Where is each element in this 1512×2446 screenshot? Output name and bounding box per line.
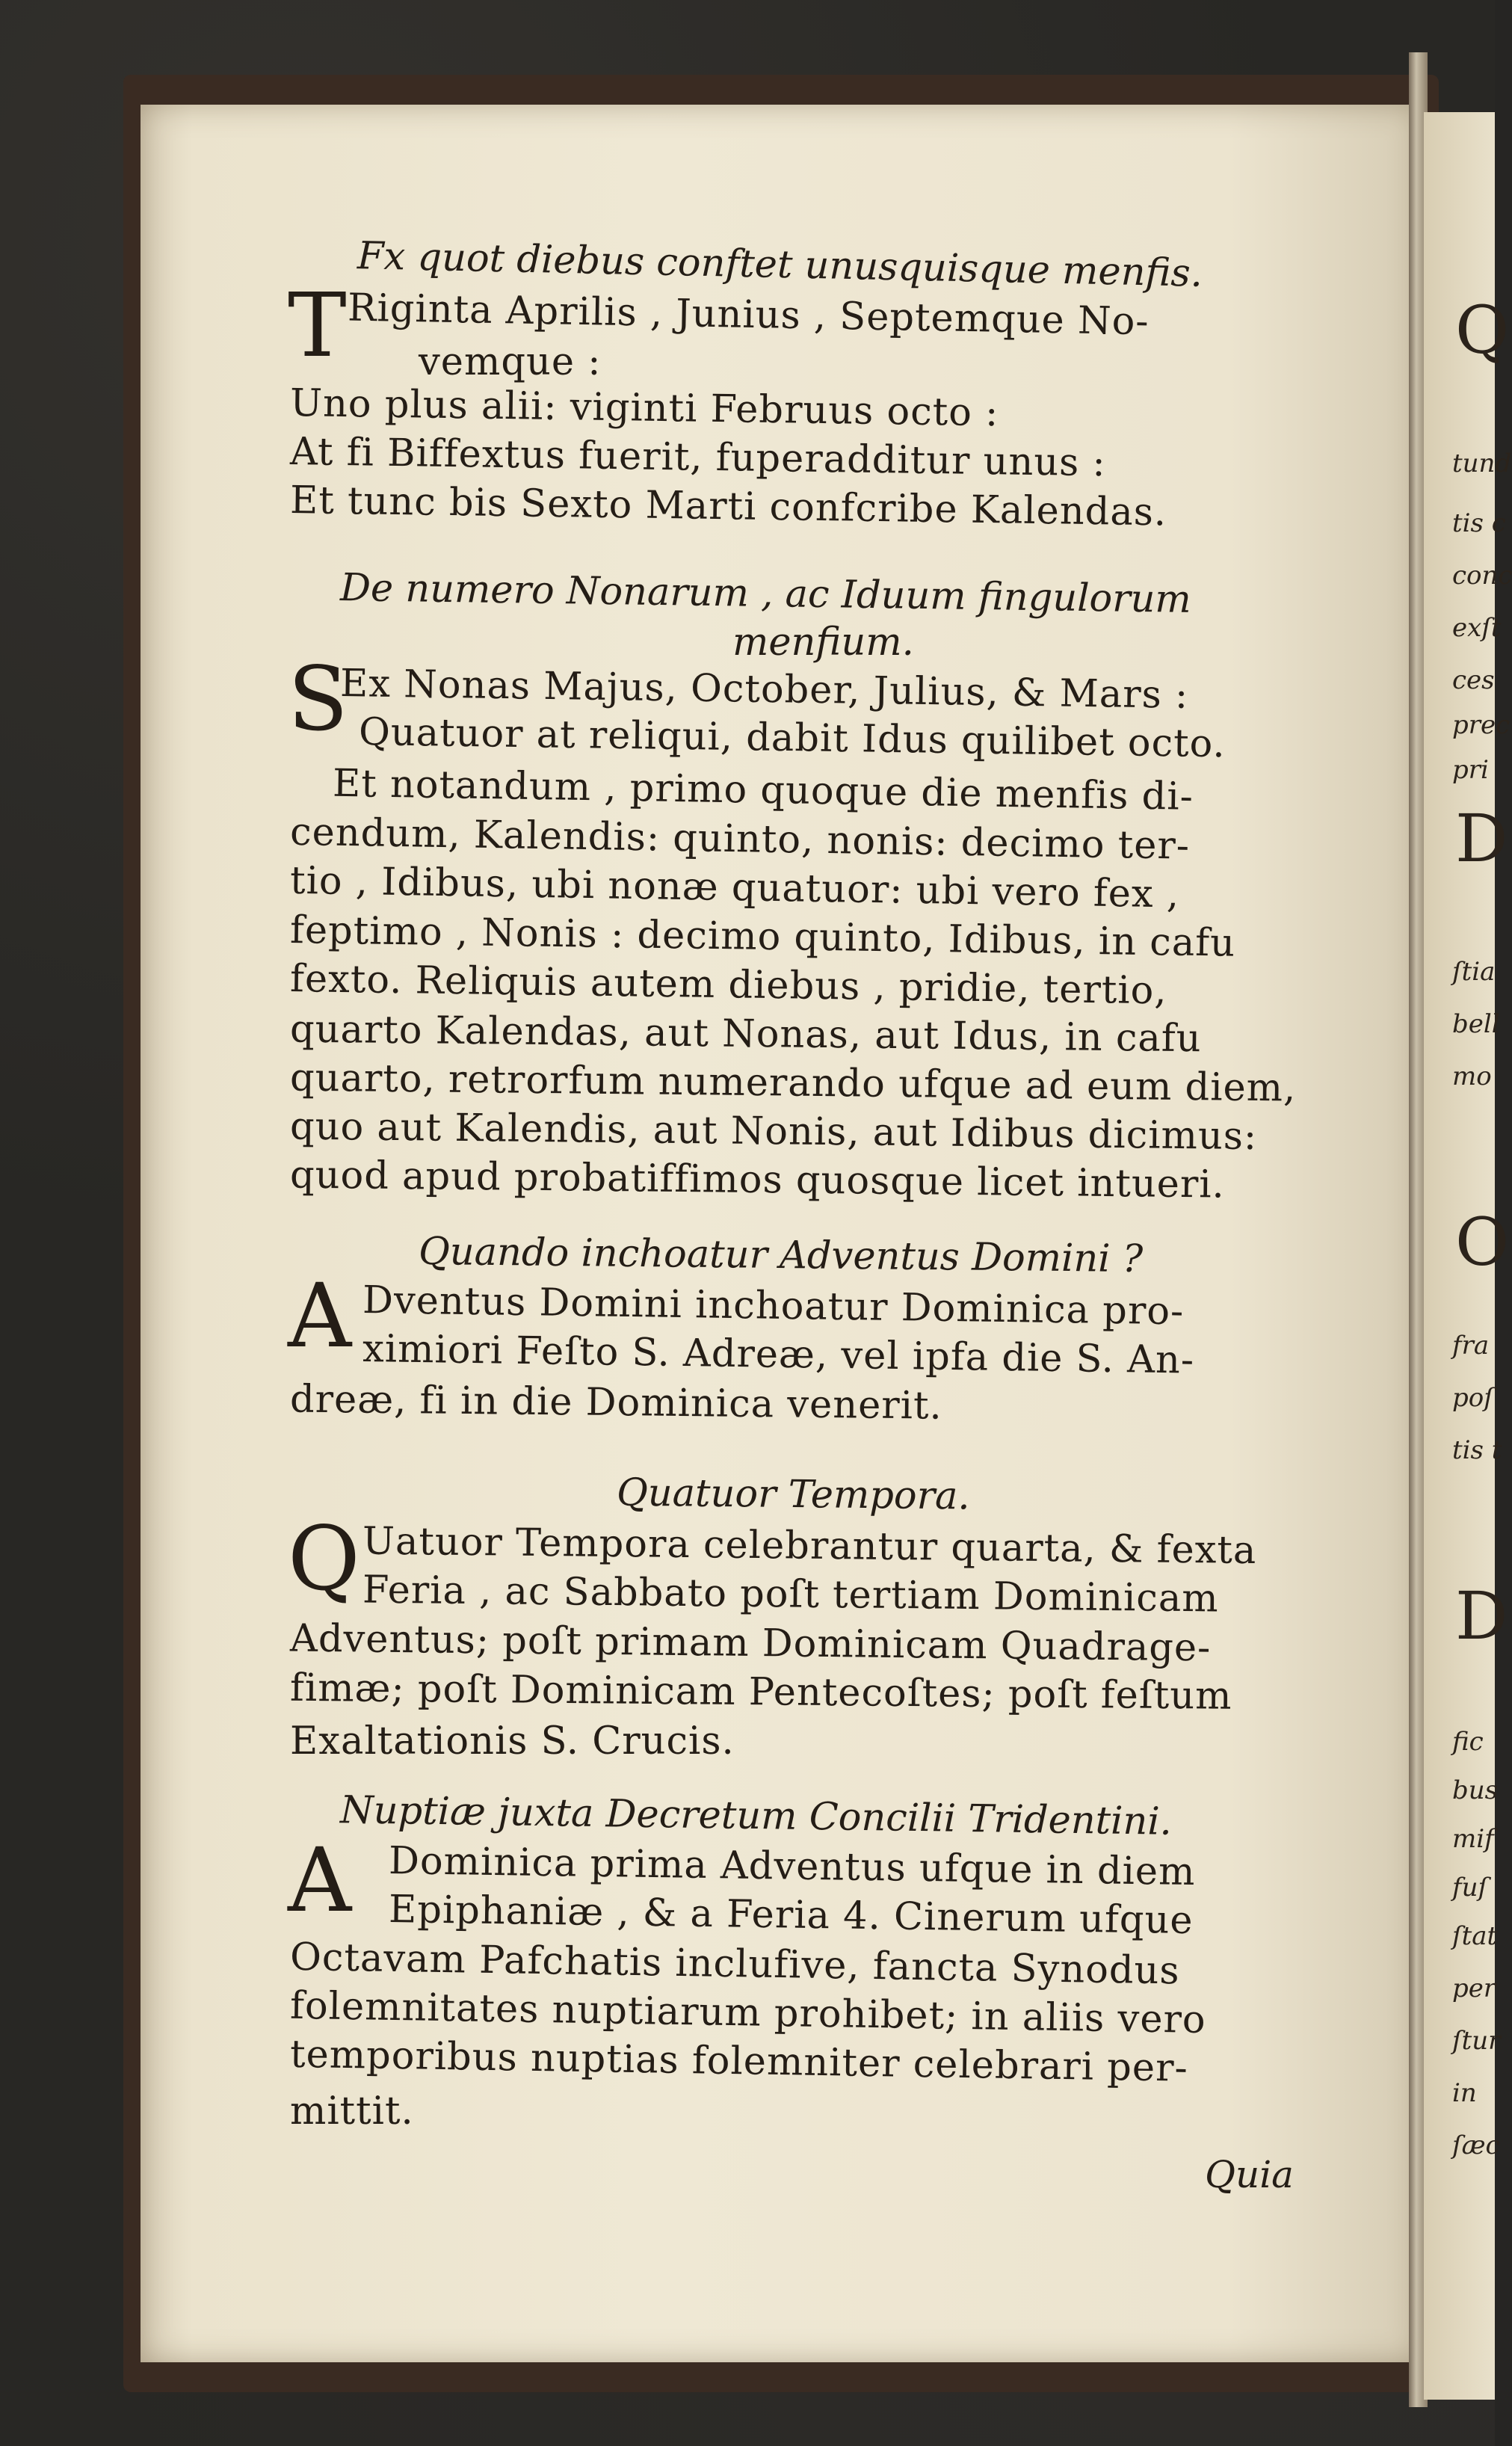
facing-fragment: ſtur [1452, 2026, 1501, 2056]
section-heading-nones-ides: De numero Nonarum , ac Iduum fingulorum [339, 566, 1192, 622]
text-line: temporibus nuptias folemniter celebrari per- [289, 2032, 1189, 2091]
text-line: quarto, retrorfum numerando ufque ad eum diem, [289, 1056, 1297, 1111]
facing-fragment: tis c [1452, 508, 1506, 538]
drop-initial-a: A [288, 1264, 352, 1367]
facing-fragment: Q [1455, 292, 1510, 369]
facing-fragment: fic [1452, 1727, 1484, 1757]
facing-fragment: fuſ [1452, 1873, 1488, 1903]
drop-initial-s: S [288, 647, 348, 751]
facing-fragment: poſ [1452, 1383, 1493, 1413]
facing-fragment: tund [1452, 449, 1512, 478]
text-line: cendum, Kalendis: quinto, nonis: decimo ter- [289, 810, 1191, 869]
text-line: Uno plus alii: viginti Februus octo : [289, 381, 999, 436]
catchword: Quia [1205, 2153, 1294, 2196]
facing-fragment: D [1455, 800, 1508, 877]
text-line: Dventus Domini inchoatur Dominica pro- [362, 1278, 1185, 1334]
facing-fragment: mif [1452, 1824, 1494, 1854]
facing-fragment: prec [1452, 710, 1511, 740]
facing-fragment: ſæc [1452, 2131, 1500, 2160]
text-line: mittit. [290, 2089, 414, 2134]
drop-initial-a2: A [288, 1829, 352, 1932]
text-line: Dominica prima Adventus ufque in diem [388, 1839, 1196, 1895]
text-line: quod apud probatiffimos quosque licet intueri. [289, 1153, 1226, 1207]
facing-fragment: bus [1452, 1775, 1499, 1805]
facing-fragment: exſt [1452, 613, 1502, 643]
drop-initial-t: T [288, 274, 347, 377]
text-line: Riginta Aprilis , Junius , Septemque No- [347, 286, 1150, 345]
text-line: Uatuor Tempora celebrantur quarta, & fexta [362, 1519, 1257, 1574]
facing-fragment: mo [1452, 1062, 1492, 1091]
text-line: fexto. Reliquis autem diebus , pridie, tertio, [289, 957, 1167, 1014]
facing-fragment: ſtia [1452, 957, 1496, 987]
text-line: vemque : [419, 340, 602, 384]
facing-fragment: ſtat [1452, 1921, 1498, 1951]
text-line: quarto Kalendas, aut Nonas, aut Idus, in cafu [289, 1007, 1202, 1062]
facing-fragment: ces [1452, 665, 1495, 695]
text-line: Et notandum , primo quoque die menfis di- [332, 761, 1194, 819]
facing-page-edge [1424, 112, 1512, 2400]
facing-fragment: conc [1452, 561, 1512, 591]
drop-initial-q: Q [288, 1507, 360, 1610]
facing-fragment: in [1452, 2078, 1477, 2108]
facing-fragment: D [1455, 1577, 1508, 1654]
section-heading-nones-ides-cont: menfium. [732, 620, 914, 665]
text-line: At fi Biffextus fuerit, fuperadditur unus : [289, 430, 1107, 486]
text-line: quo aut Kalendis, aut Nonis, aut Idibus dicimus: [289, 1104, 1258, 1159]
text-line: fimæ; poſt Dominicam Pentecoſtes; poſt feſtum [289, 1666, 1232, 1719]
text-line: Octavam Pafchatis inclufive, fancta Synodus [289, 1935, 1181, 1994]
text-line: feptimo , Nonis : decimo quinto, Idibus, in cafu [289, 908, 1236, 966]
section-heading-ember-days: Quatuor Tempora. [616, 1470, 970, 1519]
text-line: Adventus; poſt primam Dominicam Quadrage- [289, 1616, 1212, 1671]
text-line: dreæ, fi in die Dominica venerit. [289, 1377, 943, 1429]
text-line: folemnitates nuptiarum prohibet; in aliis vero [289, 1983, 1207, 2043]
facing-fragment: O [1455, 1204, 1510, 1281]
text-line: Exaltationis S. Crucis. [290, 1719, 735, 1763]
facing-fragment: bell [1452, 1009, 1500, 1039]
text-line: Ex Nonas Majus, October, Julius, & Mars : [339, 662, 1189, 718]
section-heading-advent: Quando inchoatur Adventus Domini ? [418, 1229, 1144, 1282]
text-line: Quatuor at reliqui, dabit Idus quilibet octo. [358, 710, 1226, 767]
text-line: Feria , ac Sabbato poſt tertiam Dominicam [362, 1568, 1219, 1621]
facing-fragment: tis t [1452, 1435, 1502, 1465]
facing-fragment: fra [1452, 1331, 1490, 1361]
facing-fragment: pri [1452, 755, 1489, 785]
text-line: tio , Idibus, ubi nonæ quatuor: ubi vero fex , [289, 858, 1180, 917]
text-line: Et tunc bis Sexto Marti confcribe Kalendas. [289, 478, 1167, 535]
text-line: ximiori Feſto S. Adreæ, vel ipfa die S. An- [362, 1327, 1195, 1383]
text-line: Epiphaniæ , & a Feria 4. Cinerum ufque [388, 1888, 1194, 1944]
facing-fragment: per [1452, 1974, 1496, 2003]
section-heading-months: Fx quot diebus conftet unusquisque menfis. [357, 234, 1203, 296]
section-heading-nuptials: Nuptiæ juxta Decretum Concilii Tridentini. [339, 1788, 1173, 1844]
